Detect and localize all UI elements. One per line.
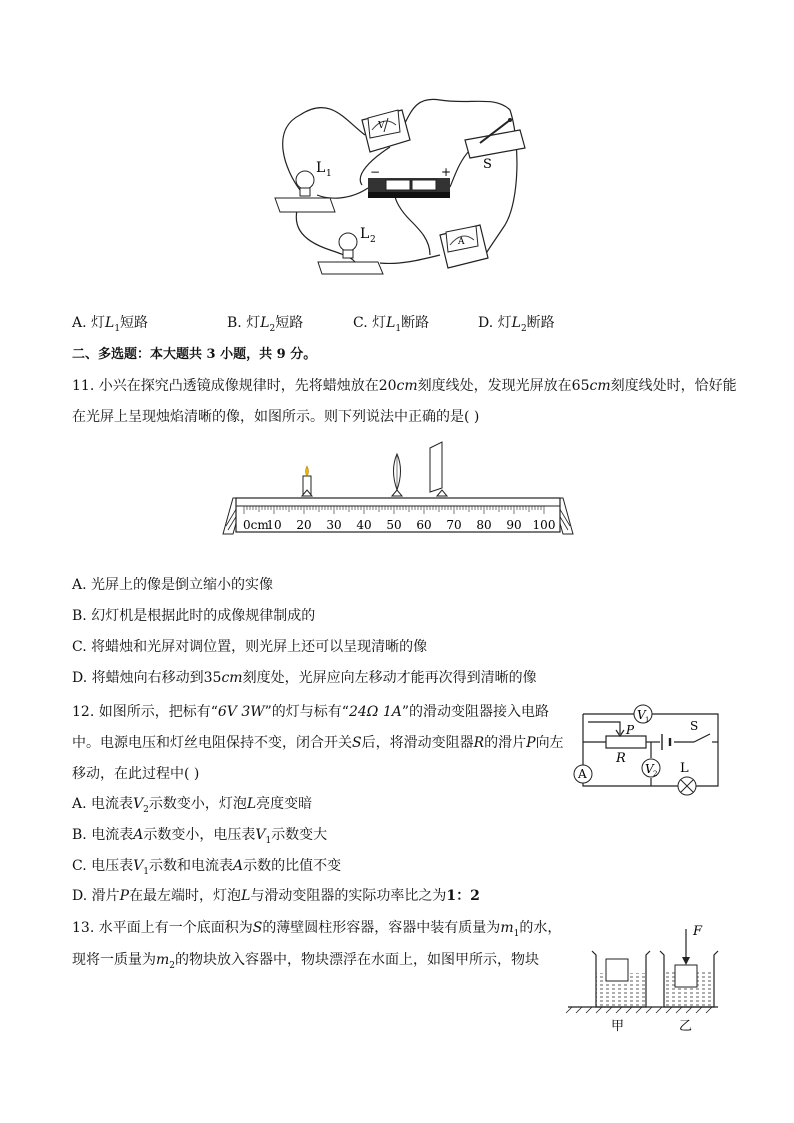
q11-stem-line2: 在光屏上呈现烛焰清晰的像，如图所示。则下列说法中正确的是( ): [72, 409, 480, 425]
q11-option-b: B. 幻灯机是根据此时的成像规律制成的: [72, 608, 316, 624]
battery-minus-label: −: [370, 165, 381, 179]
q13-stem-line2: 现将一质量为$m_2$的物块放入容器中，物块漂浮在水面上，如图甲所示，物块: [72, 952, 540, 971]
svg-text:1: 1: [645, 716, 650, 724]
ruler-tick-label: 70: [446, 518, 462, 532]
ammeter-label-q12: A: [578, 767, 587, 781]
svg-text:2: 2: [653, 770, 658, 778]
q12-stem-line3: 移动，在此过程中( ): [72, 766, 200, 782]
candle-icon: [302, 466, 312, 496]
ruler-tick-label: 80: [476, 518, 492, 532]
ruler-tick-label: 100: [532, 518, 556, 532]
circuit-diagram-q10: [0, 0, 794, 290]
ruler-tick-label: 20: [296, 518, 312, 532]
q10-option-d: D. 灯$L_2$断路: [478, 315, 555, 334]
figure-jia-label: 甲: [611, 1019, 625, 1034]
section-title: 二、多选题：本大题共 3 小题，共 9 分。: [72, 347, 317, 362]
q12-stem-line1: 12. 如图所示，把标有“6V 3W”的灯与标有“24Ω 1A”的滑动变阻器接入电路: [72, 704, 550, 720]
q12-option-d: D. 滑片P在最左端时，灯泡L与滑动变阻器的实际功率比之为1：2: [72, 888, 480, 904]
q12-stem-line2: 中。电源电压和灯丝电阻保持不变，闭合开关S后，将滑动变阻器R的滑片P向左: [72, 735, 564, 751]
container-jia-icon: [592, 951, 650, 1007]
q12-option-b: B. 电流表A示数变小，电压表$V_1$示数变大: [72, 827, 328, 846]
ammeter-label: A: [458, 237, 465, 247]
battery-plus-label: +: [441, 165, 452, 179]
ruler-tick-label: 10: [266, 518, 282, 532]
ruler-tick-label: 90: [506, 518, 522, 532]
svg-text:2: 2: [370, 235, 376, 245]
q11-stem-line1: 11. 小兴在探究凸透镜成像规律时，先将蜡烛放在20cm刻度线处，发现光屏放在65cm刻度线处时，恰好能: [72, 378, 737, 394]
q12-option-c: C. 电压表$V_1$示数和电流表A示数的比值不变: [72, 858, 342, 877]
voltmeter-label: V: [378, 121, 385, 131]
q11-option-a: A. 光屏上的像是倒立缩小的实像: [72, 577, 274, 593]
switch-label: S: [483, 157, 492, 172]
v1-meter-label: V: [637, 708, 646, 722]
q11-option-c: C. 将蜡烛和光屏对调位置，则光屏上还可以呈现清晰的像: [72, 639, 428, 655]
q10-option-c: C. 灯$L_1$断路: [353, 315, 430, 334]
voltmeter-icon: [362, 110, 410, 152]
ruler-tick-label: 0cm: [243, 518, 269, 532]
ruler-tick-label: 60: [416, 518, 432, 532]
svg-text:1: 1: [326, 169, 332, 179]
light-screen-icon: [430, 442, 447, 496]
lamp-label-q12: L: [680, 761, 689, 776]
battery-icon: [368, 165, 451, 198]
ammeter-icon: [440, 225, 488, 268]
q12-option-a: A. 电流表$V_2$示数变小，灯泡L亮度变暗: [72, 796, 313, 815]
lamp-l2-icon: [318, 226, 383, 274]
switch-icon: [465, 118, 525, 172]
q13-stem-line1: 13. 水平面上有一个底面积为S的薄壁圆柱形容器，容器中装有质量为$m_1$的水，: [72, 920, 562, 939]
q11-option-d: D. 将蜡烛向右移动到35cm刻度处，光屏应向左移动才能再次得到清晰的像: [72, 670, 537, 686]
q10-option-a: A. 灯$L_1$短路: [72, 315, 149, 334]
ruler-tick-label: 40: [356, 518, 372, 532]
rheostat-label: R: [616, 751, 626, 766]
circuit-diagram-q12: [0, 700, 794, 820]
containers-figure: [0, 915, 794, 1035]
q10-option-b: B. 灯$L_2$短路: [227, 315, 304, 334]
optical-bench-figure: [0, 430, 794, 550]
force-label: F: [693, 924, 703, 939]
container-yi-icon: [660, 929, 718, 1007]
lamp-l1-icon: [275, 160, 335, 212]
slider-label: P: [626, 723, 635, 737]
convex-lens-icon: [392, 454, 402, 496]
switch-label-q12: S: [690, 719, 699, 733]
figure-yi-label: 乙: [679, 1019, 693, 1034]
lamp-l2-label: L: [360, 226, 370, 242]
ruler-tick-label: 30: [326, 518, 342, 532]
ruler-tick-label: 50: [386, 518, 402, 532]
v2-meter-label: V: [645, 762, 654, 776]
lamp-l1-label: L: [316, 160, 326, 176]
